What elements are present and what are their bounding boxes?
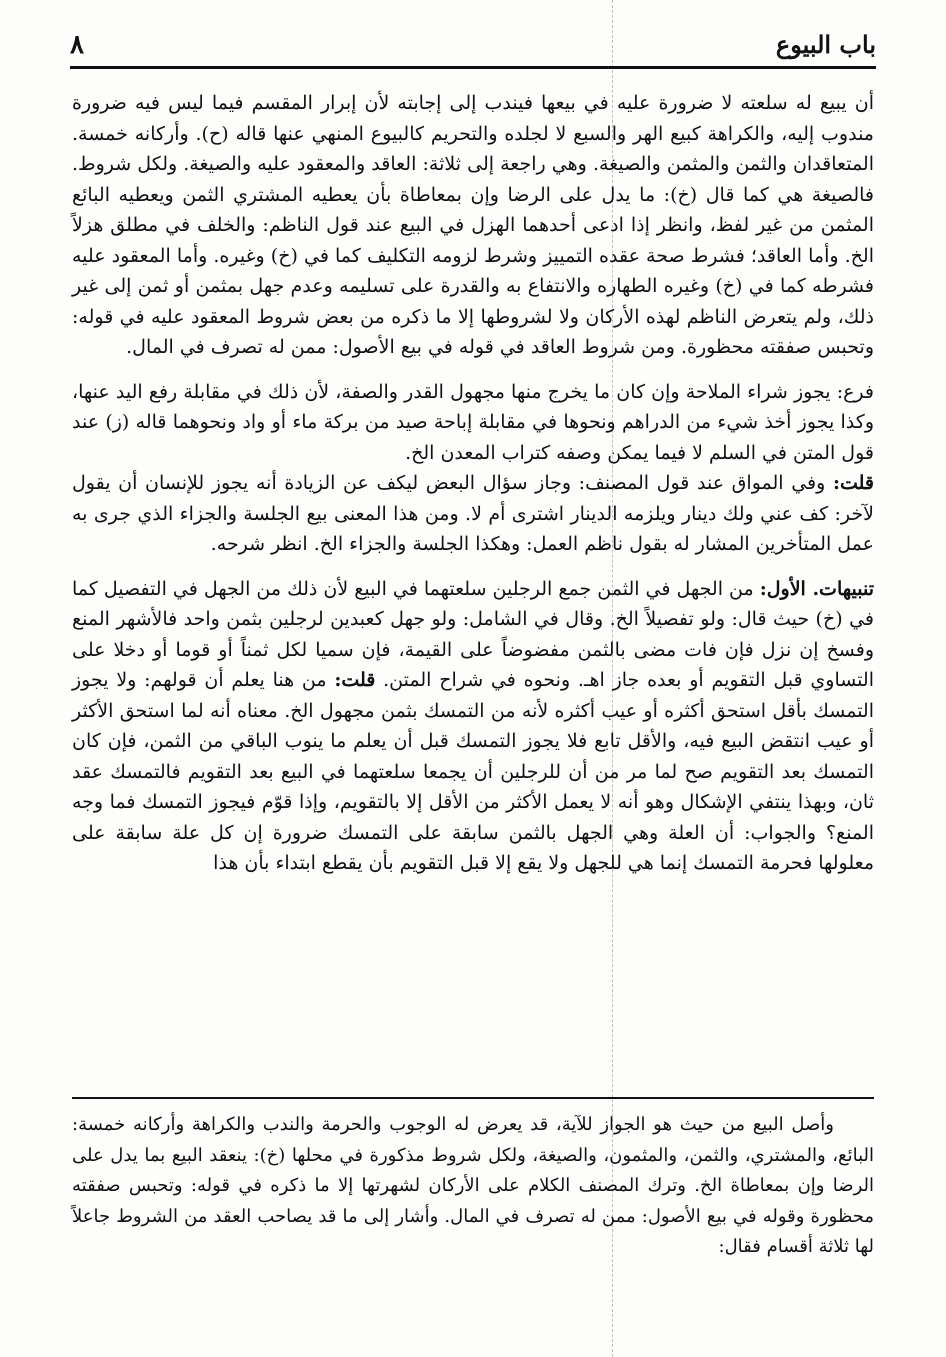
paragraph-qult xyxy=(72,468,874,560)
chapter-title: باب البيوع xyxy=(775,30,876,59)
qult-text: وفي المواق عند قول المصنف: وجاز سؤال البعض ليكف عن الزيادة أنه يجوز للإنسان أن يقول لآخر: كف عني ولك دينار ويلزمه الدينار اشترى أم لا. ومن هذا المعنى بيع الجلسة والجزاء الذي جرى به عمل المتأخرين المشار له بقول ناظم العمل: وهكذا الجلسة والجزاء الخ. انظر شرحه. xyxy=(72,472,874,555)
tanbihat-label: تنبيهات. الأول: xyxy=(759,577,874,600)
footnote-text: وأصل البيع من حيث هو الجواز للآية، قد يعرض له الوجوب والحرمة والندب والكراهة وأركانه خمسة: البائع، والمشتري، والثمن، والمثمون، والصيغة، ولكل شروط مذكورة في محلها (خ): ينعقد البيع بما يدل على الرضا وإن بمعاطاة الخ. وترك المصنف الكلام على الأركان لشهرتها إلا ما ذكره في قوله: وتحبس صفقته محظورة وقوله في بيع الأصول: ممن له تصرف في المال. وأشار إلى ما قد يصاحب العقد من الشروط جاعلاً لها ثلاثة أقسام فقال: xyxy=(72,1114,874,1257)
footnote-separator xyxy=(72,1097,874,1099)
tanbihat-text: من الجهل في الثمن جمع الرجلين سلعتهما في البيع لأن ذلك من الجهل في التفصيل كما في (خ) حيث قال: ولو تفصيلاً الخ. وقال في الشامل: ولو جهل كعبدين لرجلين بثمن واحد فالأشهر المنع وفسخ إن نزل فإن فات مضى بالثمن مفضوضاً على القيمة، فإن سميا لكل ثمناً أو قوما أو دخلا على التساوي قبل التقويم أو بعده جاز اهـ. ونحوه في شراح المتن. xyxy=(72,577,874,691)
paragraph-1: أن يبيع له سلعته لا ضرورة عليه في بيعها فيندب إلى إجابته لأن إبرار المقسم فيما ليس فيه ضرورة مندوب إليه، والكراهة كبيع الهر والسبع لا لجلده والتحريم كالبيوع المنهي عنها قاله (ح). وأركانه خمسة. المتعاقدان والثمن والمثمن والصيغة. وهي راجعة إلى ثلاثة: العاقد والمعقود عليه والصيغة. ولكل شروط. فالصيغة هي كما قال (خ): ما يدل على الرضا وإن بمعاطاة بأن يعطيه المشتري الثمن ويعطيه البائع المثمن من غير لفظ، وانظر إذا ادعى أحدهما الهزل في البيع عند قول الناظم: والخلف في مطلق هزلاً الخ. وأما العاقد؛ فشرط صحة عقده التمييز وشرط لزومه التكليف كما في (خ) وغيره. وأما المعقود عليه فشرطه كما في (خ) وغيره الطهاره والانتفاع به والقدرة على تسليمه وعدم جهل بمثمن أو ثمن إلى غير ذلك، ولم يتعرض الناظم لهذه الأركان ولا لشروطها إلا ما ذكره من بعض شروط المعقود عليه في قوله: وتحبس صفقته محظورة. ومن شروط العاقد في قوله في بيع الأصول: ممن له تصرف في المال. xyxy=(72,92,874,358)
qult-text-2: من هنا يعلم أن قولهم: ولا يجوز التمسك بأقل استحق أكثره أو عيب أكثره لأنه من التمسك بثمن مجهول الخ. معناه أنه لما استحق الأكثر أو عيب انتقض البيع فيه، والأقل تابع فلا يجوز التمسك قبل أن يعلم ما ينوب الباقي من الثمن، فإن كان التمسك بعد التقويم صح لما مر من أن للرجلين أن يجمعا سلعتهما في البيع بعد التقويم فالتمسك عقد ثان، وبهذا ينتفي الإشكال وهو أنه لا يعمل الأكثر من الأقل إلا بالتقويم، وإذا قوّم فيجوز التمسك فما وجه المنع؟ والجواب: أن العلة وهي الجهل بالثمن سابقة على التمسك ضرورة إن كل علة سابقة على معلولها فحرمة التمسك إنما هي للجهل ولا يقع إلا قبل التقويم بأن يقطع ابتداء بأن هذا xyxy=(72,669,875,874)
paragraph-far: فرع: يجوز شراء الملاحة وإن كان ما يخرج منها مجهول القدر والصفة، لأن ذلك في مقابلة رفع اليد عنها، وكذا يجوز أخذ شيء من الدراهم ونحوها في مقابلة إباحة صيد من بركة ماء أو واد ونحوهما قاله (ز) عند قول المتن في السلم لا فيما يمكن وصفه كتراب المعدن الخ. xyxy=(72,380,874,464)
qult-label-2: قلت: xyxy=(334,669,376,691)
main-text xyxy=(72,88,874,879)
qult-label: قلت: xyxy=(832,472,874,494)
footnote-block xyxy=(72,1110,874,1263)
running-header xyxy=(70,28,876,69)
page-number: ٨ xyxy=(70,30,84,60)
paragraph-tanbihat xyxy=(72,574,874,879)
